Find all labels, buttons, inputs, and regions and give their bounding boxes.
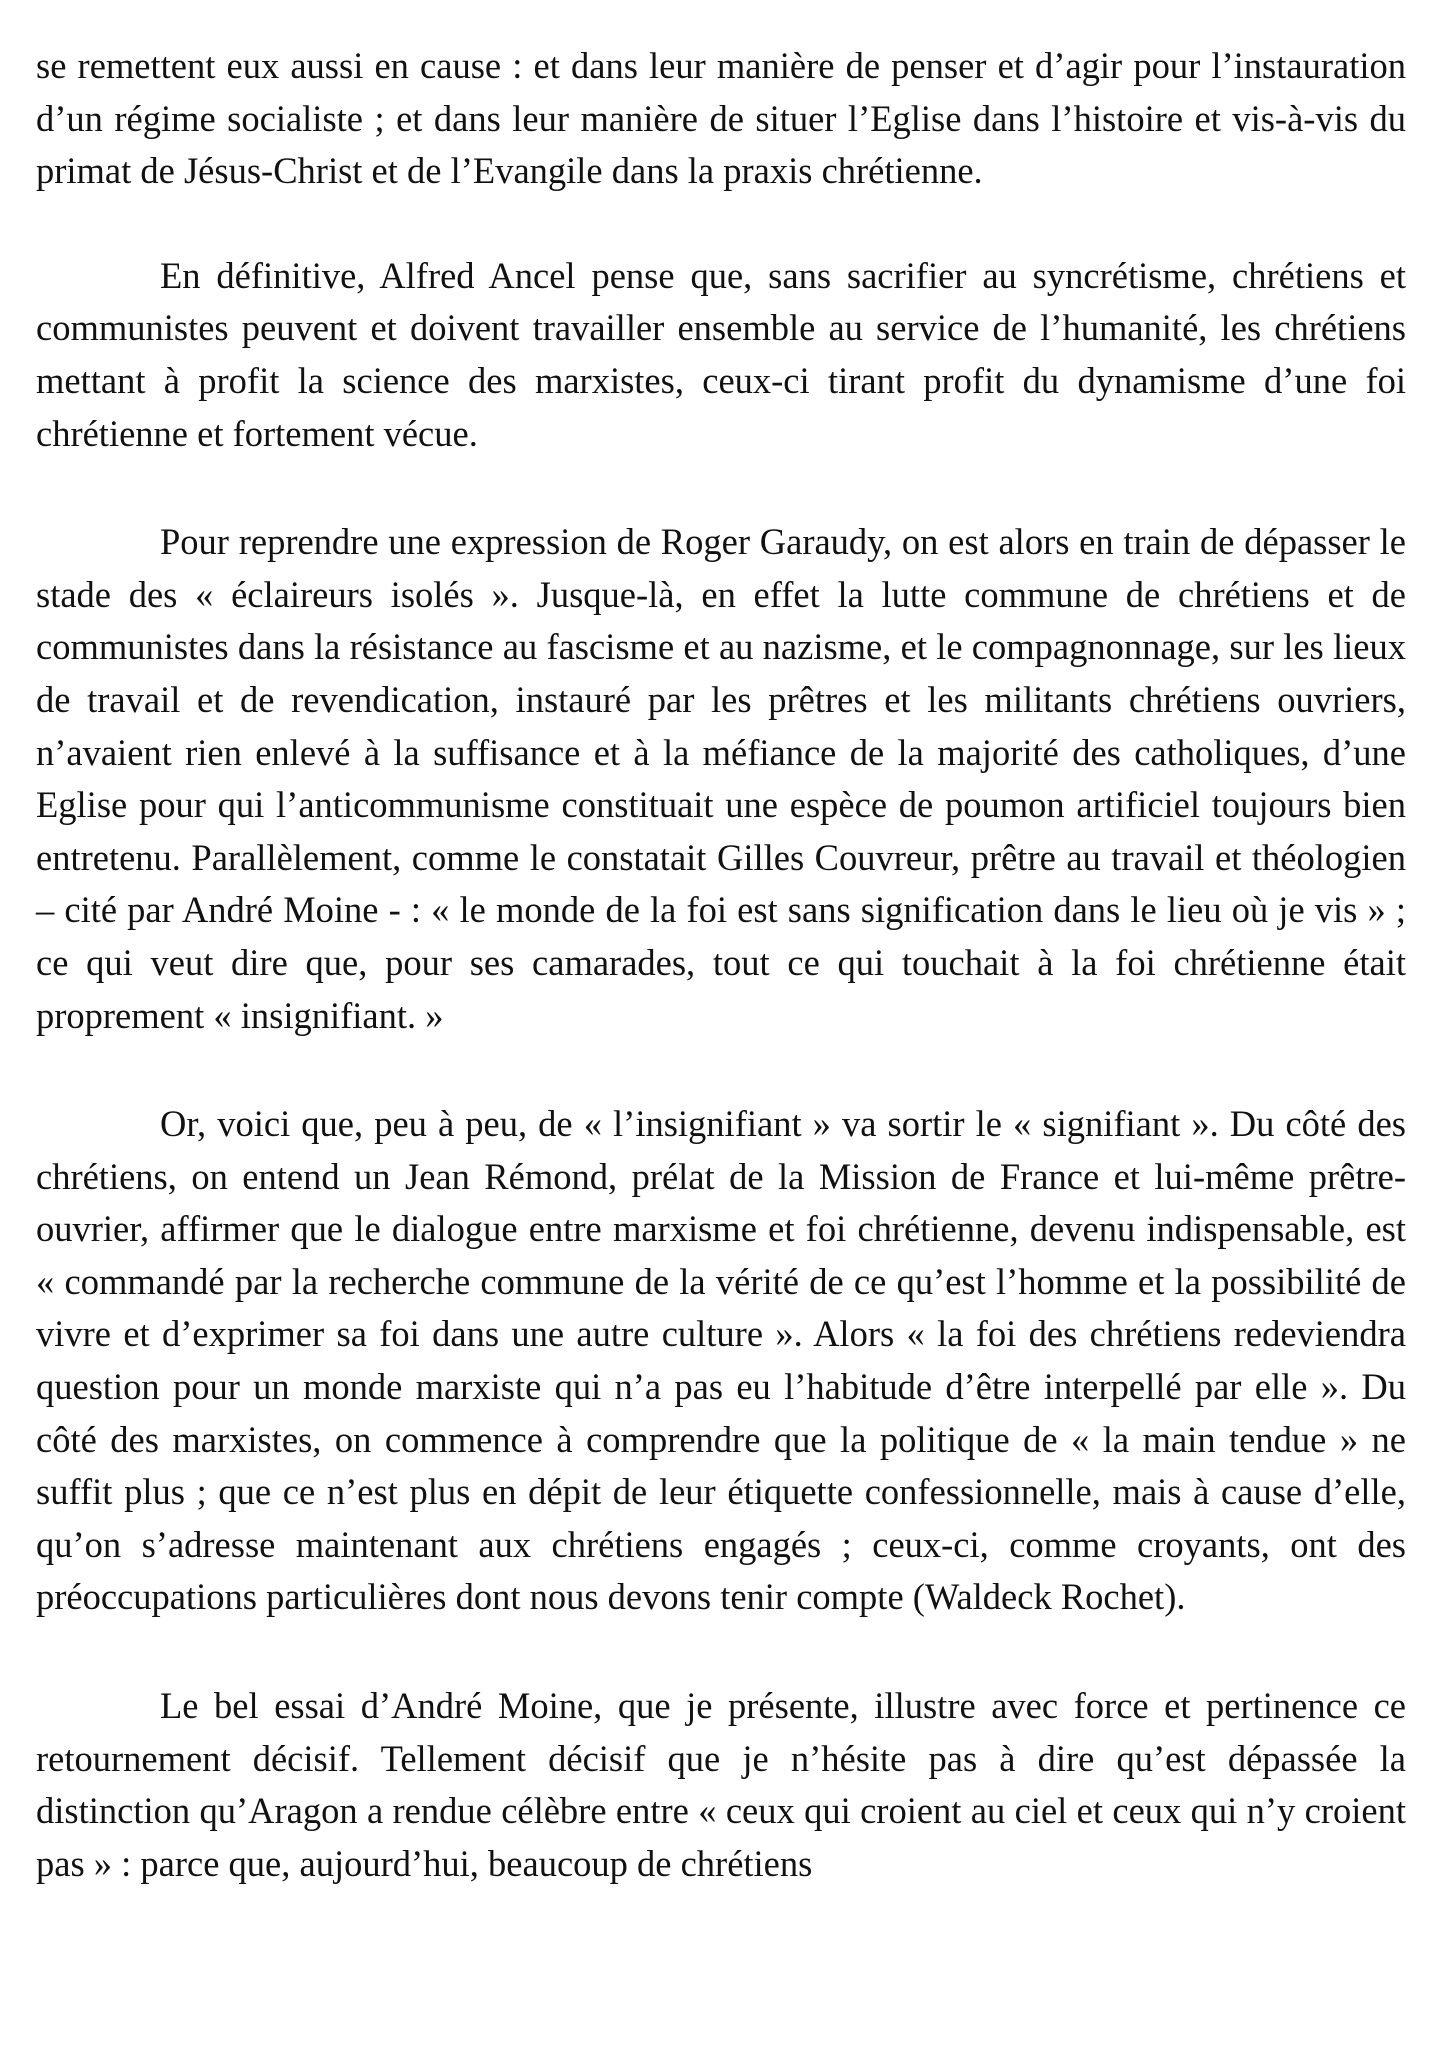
paragraph-3: Pour reprendre une expression de Roger Garaudy, on est alors en train de dépasser le stade des « éclaireurs isolés ». Jusque-là, en effet la lutte commune de chrétiens et de communistes dans la résistance au fascisme et au nazisme, et le compagnonnage, sur les lieux de travail et de revendication, instauré par les prêtres et les militants chrétiens ouvriers, n’avaient rien enlevé à la suffisance et à la méfiance de la majorité des catholiques, d’une Eglise pour qui l’anticommunisme constituait une espèce de poumon artificiel toujours bien entretenu. Parallèlement, comme le constatait Gilles Couvreur, prêtre au travail et théologien – cité par André Moine - : « le monde de la foi est sans signification dans le lieu où je vis » ; ce qui veut dire que, pour ses camarades, tout ce qui touchait à la foi chrétienne était proprement « insignifiant. » <box>36 521 1406 1036</box>
paragraph-5: Le bel essai d’André Moine, que je présente, illustre avec force et pertinence ce retournement décisif. Tellement décisif que je n’hésite pas à dire qu’est dépassée la distinction qu’Aragon a rendue célèbre entre « ceux qui croient au ciel et ceux qui n’y croient pas » : parce que, aujourd’hui, beaucoup de chrétiens <box>36 1685 1406 1884</box>
paragraph-4: Or, voici que, peu à peu, de « l’insignifiant » va sortir le « signifiant ». Du côté des chrétiens, on entend un Jean Rémond, prélat de la Mission de France et lui-même prêtre-ouvrier, affirmer que le dialogue entre marxisme et foi chrétienne, devenu indispensable, est « commandé par la recherche commune de la vérité de ce qu’est l’homme et la possibilité de vivre et d’exprimer sa foi dans une autre culture ». Alors « la foi des chrétiens redeviendra question pour un monde marxiste qui n’a pas eu l’habitude d’être interpellé par elle ». Du côté des marxistes, on commence à comprendre que la politique de « la main tendue » ne suffit plus ; que ce n’est plus en dépit de leur étiquette confessionnelle, mais à cause d’elle, qu’on s’adresse maintenant aux chrétiens engagés ; ceux-ci, comme croyants, ont des préoccupations particulières dont nous devons tenir compte (Waldeck Rochet). <box>36 1103 1406 1618</box>
document-page <box>36 40 1406 1890</box>
paragraph-1: se remettent eux aussi en cause : et dans leur manière de penser et d’agir pour l’instauration d’un régime socialiste ; et dans leur manière de situer l’Eglise dans l’histoire et vis-à-vis du primat de Jésus-Christ et de l’Evangile dans la praxis chrétienne. <box>36 45 1406 192</box>
paragraph-2: En définitive, Alfred Ancel pense que, sans sacrifier au syncrétisme, chrétiens et communistes peuvent et doivent travailler ensemble au service de l’humanité, les chrétiens mettant à profit la science des marxistes, ceux-ci tirant profit du dynamisme d’une foi chrétienne et fortement vécue. <box>36 254 1406 454</box>
